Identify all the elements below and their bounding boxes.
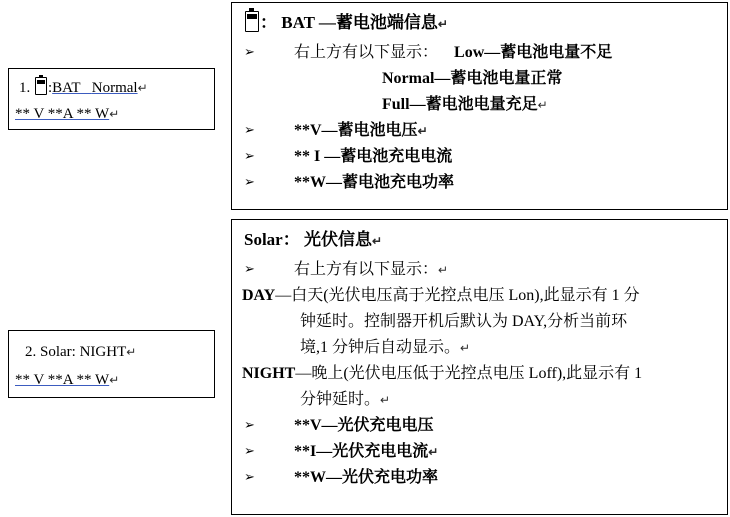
bat-voltage-text: **V—蓄电池电压↵: [294, 122, 428, 139]
solar-power-text: **W—光伏充电功率: [294, 469, 439, 486]
solar-night-line2: 分钟延时。↵: [300, 391, 391, 408]
bat-info-panel: [231, 2, 728, 210]
solar-bullet-current: [244, 439, 719, 465]
bat-display-sample-box: [8, 68, 215, 130]
arrow-bullet-icon: ➢: [244, 262, 255, 277]
bat-level-full: Full—蓄电池电量充足↵: [382, 96, 548, 113]
bat-power-text: **W—蓄电池充电功率: [294, 174, 455, 191]
arrow-bullet-icon: ➢: [244, 175, 255, 190]
solar-bullet-display-list: [244, 257, 719, 283]
paragraph-mark-icon: ↵: [371, 234, 383, 248]
bat-bullet-voltage: [244, 118, 719, 144]
paragraph-mark-icon: ↵: [537, 98, 548, 112]
arrow-bullet-icon: ➢: [244, 123, 255, 138]
solar-sample-line-2: [15, 371, 214, 389]
battery-icon: [245, 11, 259, 32]
bat-bullet-current: [244, 144, 719, 170]
arrow-bullet-icon: ➢: [244, 149, 255, 164]
bat-sample-colon: :: [48, 80, 53, 96]
solar-display-sample-box: [8, 330, 215, 398]
solar-voltage-text: **V—光伏充电电压: [294, 417, 434, 434]
bat-level-normal: Normal—蓄电池电量正常: [382, 70, 563, 87]
bat-sample-line-1: [19, 77, 214, 97]
solar-sample-text: 2. Solar: NIGHT: [25, 344, 127, 360]
bat-bullet-power: [244, 170, 719, 196]
solar-day-line2: 钟延时。控制器开机后默认为 DAY,分析当前环: [300, 313, 628, 330]
solar-day-definition: [242, 283, 719, 361]
bat-sample-value: BAT: [52, 80, 81, 96]
solar-bullet-voltage: [244, 413, 719, 439]
arrow-bullet-icon: ➢: [244, 418, 255, 433]
solar-current-text: **I—光伏充电电流↵: [294, 443, 439, 460]
arrow-bullet-icon: ➢: [244, 470, 255, 485]
paragraph-mark-icon: ↵: [437, 17, 448, 31]
bat-sample-status: Normal: [91, 80, 138, 96]
bat-bullet-display-list: [244, 40, 719, 66]
paragraph-mark-icon: ↵: [438, 263, 449, 277]
solar-night-line1: —晚上(光伏电压低于光控点电压 Loff),此显示有 1: [295, 365, 643, 382]
battery-icon: [35, 77, 47, 95]
bat-sample-index: 1.: [19, 80, 31, 96]
bat-bullet-0-text: 右上方有以下显示： Low—蓄电池电量不足: [294, 44, 613, 61]
solar-day-label: DAY: [242, 287, 276, 304]
paragraph-mark-icon: ↵: [109, 373, 120, 387]
solar-day-line1: —白天(光伏电压高于光控点电压 Lon),此显示有 1 分: [275, 287, 640, 304]
solar-night-label: NIGHT: [242, 365, 296, 382]
solar-sample-line-1: [25, 343, 214, 361]
bat-panel-title: [244, 11, 719, 36]
paragraph-mark-icon: ↵: [109, 107, 120, 121]
paragraph-mark-icon: ↵: [460, 341, 471, 355]
paragraph-mark-icon: ↵: [417, 124, 428, 138]
solar-bullet-power: [244, 465, 719, 491]
arrow-bullet-icon: ➢: [244, 444, 255, 459]
paragraph-mark-icon: ↵: [380, 393, 391, 407]
solar-panel-title: [244, 228, 719, 253]
paragraph-mark-icon: ↵: [126, 345, 137, 359]
solar-intro-text: 右上方有以下显示：↵: [294, 261, 449, 278]
solar-sample-measurements: ** V **A ** W: [15, 372, 110, 388]
bat-level-low: Low—蓄电池电量不足: [454, 44, 613, 61]
solar-day-line3: 境,1 分钟后自动显示。↵: [300, 339, 471, 356]
bat-sample-measurements: ** V **A ** W: [15, 106, 110, 122]
bat-current-text: ** I —蓄电池充电电流: [294, 148, 453, 165]
solar-info-panel: [231, 219, 728, 515]
arrow-bullet-icon: ➢: [244, 45, 255, 60]
paragraph-mark-icon: ↵: [428, 445, 439, 459]
bat-panel-title-text: ： BAT —蓄电池端信息: [260, 13, 438, 32]
solar-night-definition: [242, 361, 719, 413]
bat-sample-line-2: [15, 105, 214, 123]
solar-panel-title-text: Solar： 光伏信息: [244, 230, 372, 249]
paragraph-mark-icon: ↵: [137, 81, 148, 95]
